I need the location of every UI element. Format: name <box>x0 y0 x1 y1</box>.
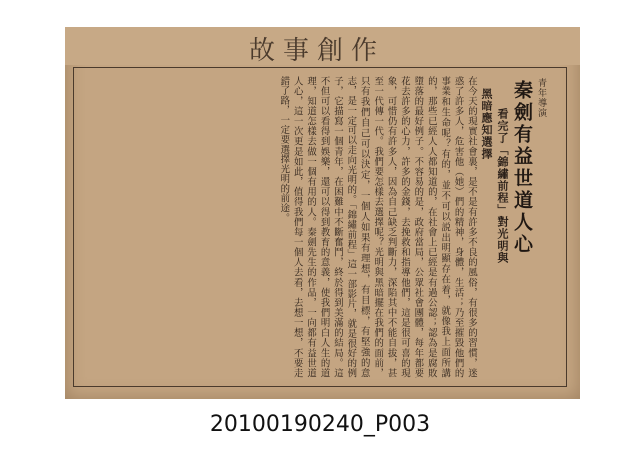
section-title: 故事創作 <box>248 36 385 66</box>
title-strip <box>65 27 580 65</box>
image-caption: 20100190240_P003 <box>209 412 431 437</box>
article-body <box>80 76 478 378</box>
article-frame <box>73 67 567 387</box>
body-paragraph: 在今天的現實社會裏，是不是有許多不良的風俗，有很多的習慣，迷惑了許多人，危害他（她）們的精神，身體，生活；乃至摧毀他們的事業和生命呢？有的，並不可以説出明顯存在着，就像我上面所講的，那些已經人人都知道的，在社會上已經是有過公認；認為是腐敗墮落的最好例子。不容易的是，政府當局，公眾社會團體，每年都要花去許多的心力，許多的金錢，去挽救和指導他們，這是很可喜的現象，可惜仍有許多人，因為自己缺乏判斷力，深陷其中不能自拔，甚至一代傳一代。我們要怎樣去選擇呢？光明與黑暗擺在我們的面前，只有我們自己可以決定，一個人如果有理想，有目標，有堅強的意志，是一定可以走向光明的。「錦繡前程」這一部影片，就是很好的例子，它描寫一個青年，在困難中不斷奮鬥，終於得到美滿的結局。這不但可以看得到娛樂，還可以得到教育的意義，使我們明白人生的道理，知道怎樣去做一個有用的人。秦劍先生的作品，一向都有益世道人心，這一次更是如此，值得我們每一個人去看，去想一想，不要走錯了路，一定要選擇光明的前途。 <box>278 76 477 378</box>
subtitle-line-2: 黑暗應知選擇 <box>480 88 493 160</box>
document-page <box>65 27 580 399</box>
subtitle-line-1: 看完了「錦繡前程」對光明與 <box>496 108 509 264</box>
byline: 青年導演 <box>536 78 546 118</box>
headline: 秦劍有益世道人心 <box>511 80 533 256</box>
